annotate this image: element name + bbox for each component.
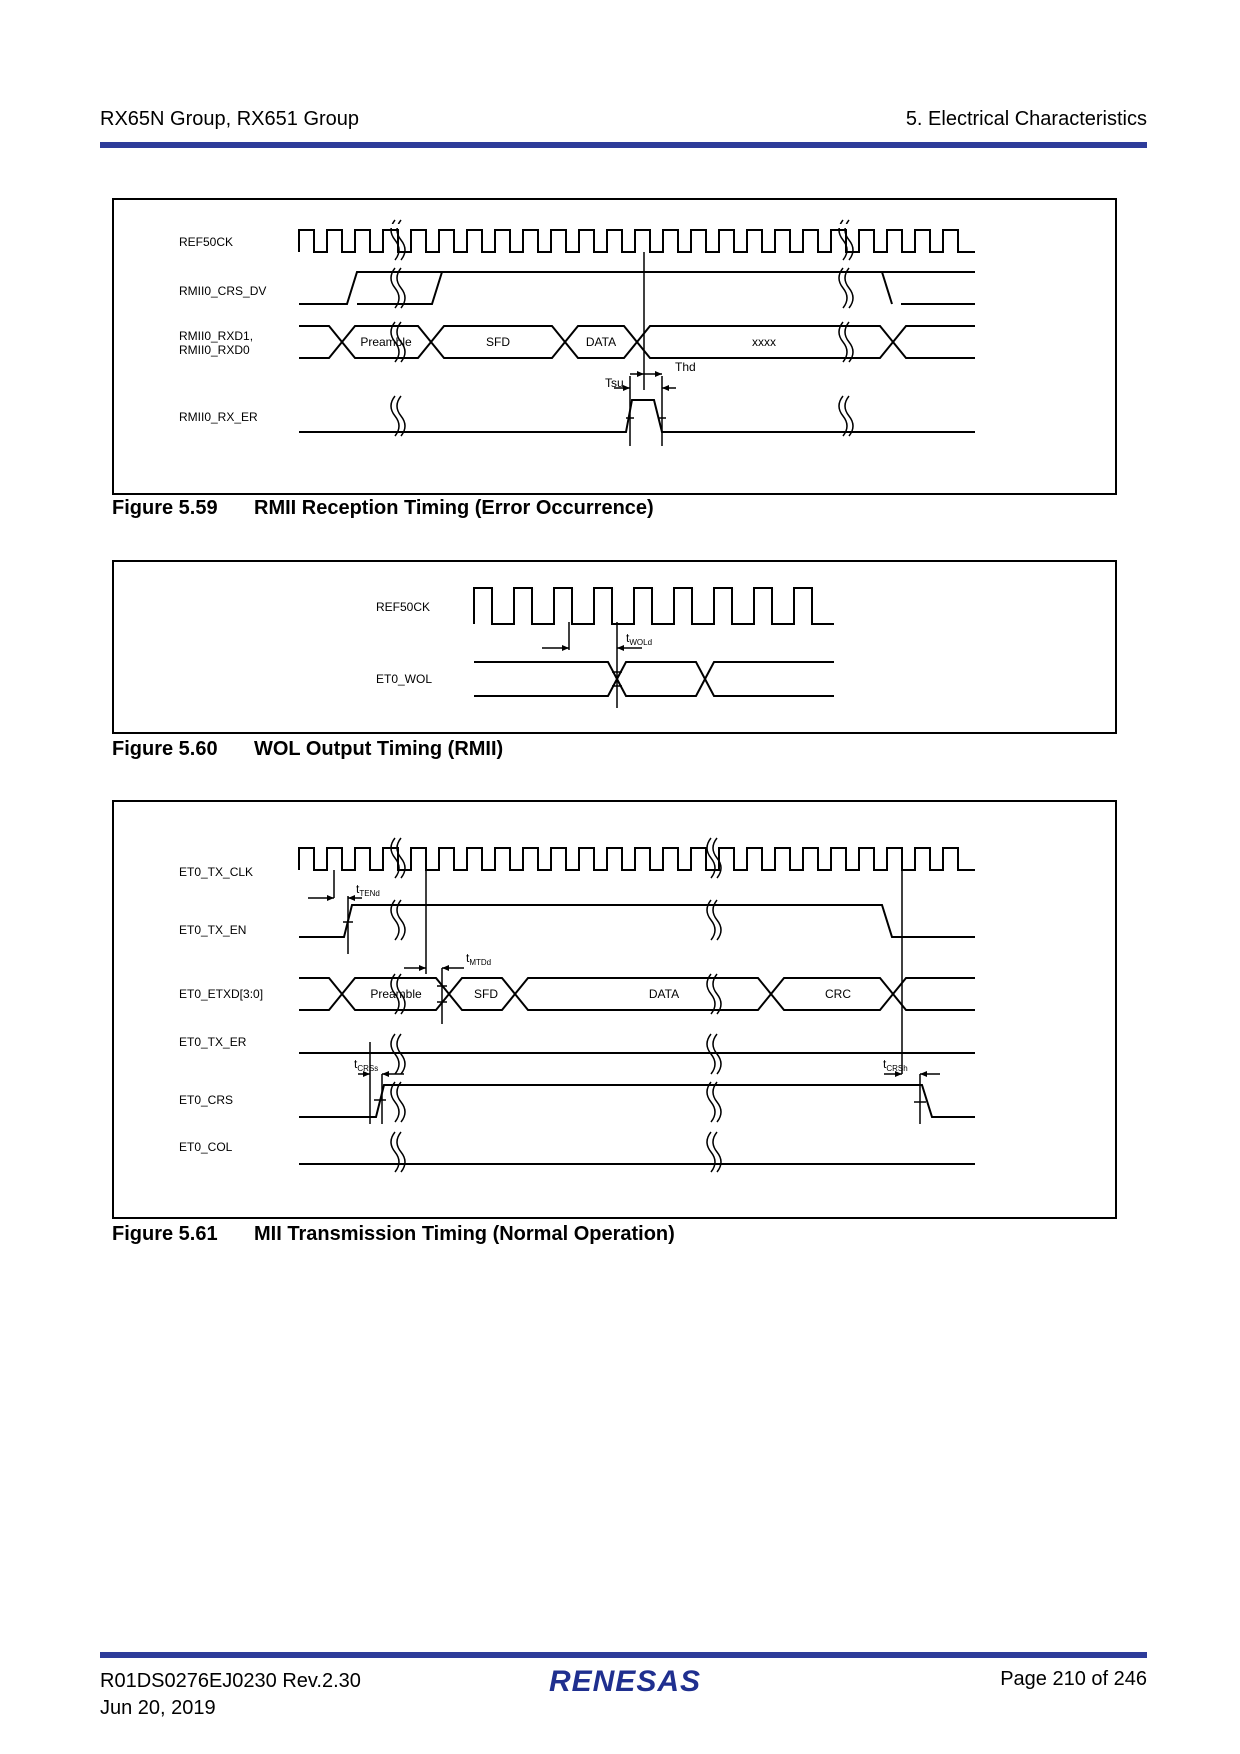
signal-label-rx-er: RMII0_RX_ER: [179, 410, 258, 424]
field-data: DATA: [585, 335, 617, 349]
renesas-logo: [535, 1664, 715, 1698]
figure-number: Figure 5.60: [112, 738, 218, 760]
figure-5-61-caption: [112, 1223, 675, 1246]
figure-5-61-diagram: [112, 800, 1117, 1219]
header-rule: [100, 142, 1147, 148]
figure-title: MII Transmission Timing (Normal Operation): [254, 1223, 675, 1245]
figure-5-59-caption: [112, 497, 654, 520]
field-sfd: SFD: [486, 335, 510, 349]
signal-label-wol: ET0_WOL: [376, 672, 433, 686]
signal-label-rxd1: RMII0_RXD1,: [179, 329, 254, 343]
field-xxxx: xxxx: [752, 335, 776, 349]
field-data: DATA: [648, 987, 680, 1001]
timing-label-tsu: Tsu: [605, 376, 624, 390]
timing-label-tmtdd: $t_{MTDd}$: [466, 951, 492, 967]
timing-label-twold: $t_{WOLd}$: [626, 631, 653, 647]
signal-label-etxd: ET0_ETXD[3:0]: [179, 987, 264, 1001]
svg-text:RENESAS: RENESAS: [548, 1665, 702, 1698]
field-preamble: Preamble: [370, 987, 422, 1001]
figure-number: Figure 5.59: [112, 497, 218, 519]
timing-label-tcrss: $t_{CRSs}$: [354, 1057, 379, 1073]
timing-label-ttend: $t_{TENd}$: [356, 882, 380, 898]
figure-5-59-diagram: [112, 198, 1117, 495]
signal-label-tx-en: ET0_TX_EN: [179, 923, 247, 937]
figure-number: Figure 5.61: [112, 1223, 218, 1245]
doc-date: Jun 20, 2019: [100, 1697, 216, 1719]
footer-document-info: [100, 1668, 361, 1722]
figure-title: WOL Output Timing (RMII): [254, 738, 504, 760]
signal-label-col: ET0_COL: [179, 1140, 233, 1154]
signal-label-crs-dv: RMII0_CRS_DV: [179, 284, 267, 298]
header-product: RX65N Group, RX651 Group: [100, 108, 360, 130]
field-sfd: SFD: [474, 987, 498, 1001]
page-number: Page 210 of 246: [1000, 1668, 1147, 1690]
header-section: 5. Electrical Characteristics: [905, 108, 1147, 130]
figure-5-60-diagram: [112, 560, 1117, 734]
signal-label-ref50ck: REF50CK: [179, 235, 234, 249]
signal-label-tx-clk: ET0_TX_CLK: [179, 865, 254, 879]
footer-rule: [100, 1652, 1147, 1658]
field-crc: CRC: [825, 987, 851, 1001]
figure-5-60-caption: [112, 738, 503, 761]
signal-label-crs: ET0_CRS: [179, 1093, 234, 1107]
timing-label-thd: Thd: [675, 360, 696, 374]
signal-label-ref50ck: REF50CK: [376, 600, 431, 614]
signal-label-tx-er: ET0_TX_ER: [179, 1035, 247, 1049]
figure-title: RMII Reception Timing (Error Occurrence): [254, 497, 654, 519]
field-preamble: Preamble: [360, 335, 412, 349]
doc-number: R01DS0276EJ0230 Rev.2.30: [100, 1670, 361, 1692]
timing-label-tcrsh: $t_{CRSh}$: [883, 1057, 908, 1073]
signal-label-rxd0: RMII0_RXD0: [179, 343, 250, 357]
